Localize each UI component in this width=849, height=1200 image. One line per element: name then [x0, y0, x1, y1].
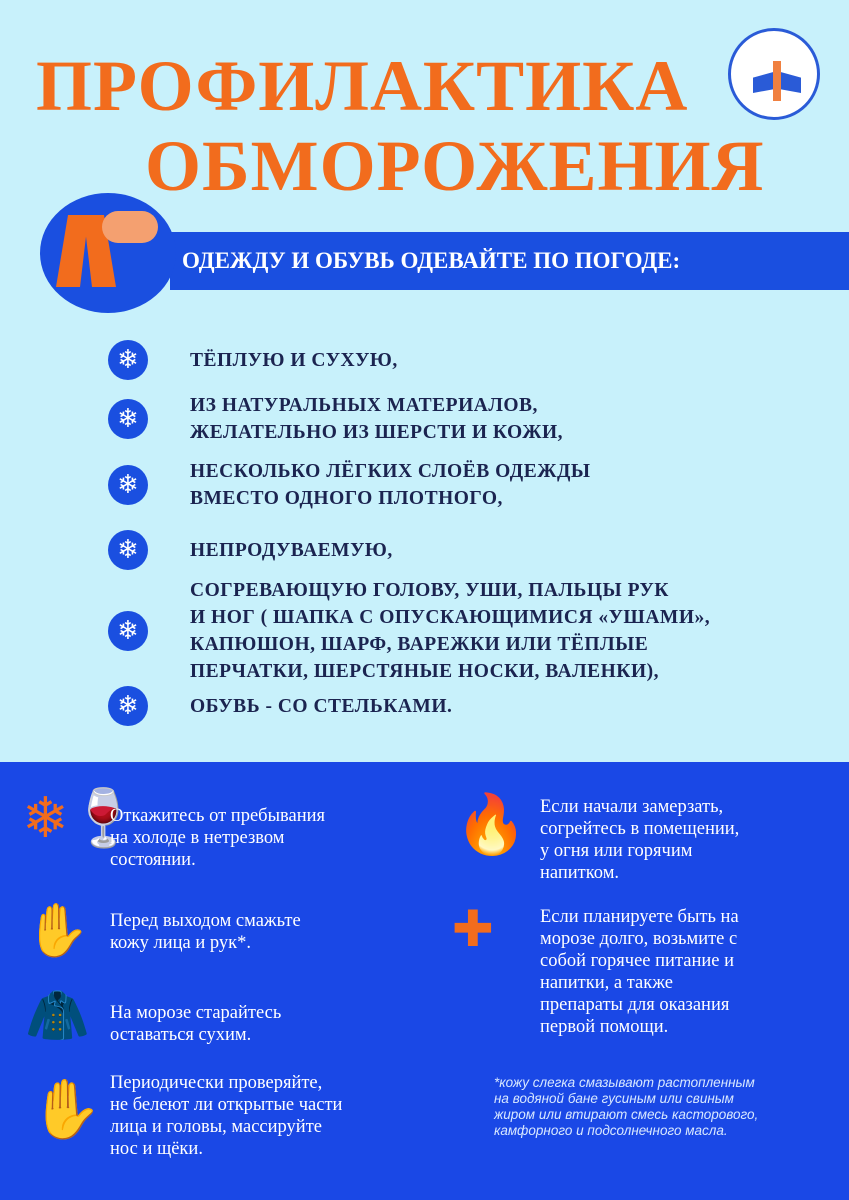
list-item: ❄ ТЁПЛУЮ И СУХУЮ, [108, 340, 848, 380]
tip-warm-up: Если начали замерзать, согрейтесь в помещении, у огня или горячим напитком. [540, 797, 740, 883]
logo [728, 28, 820, 120]
list-item: ❄ СОГРЕВАЮЩУЮ ГОЛОВУ, УШИ, ПАЛЬЦЫ РУК И НОГ ( ШАПКА С ОПУСКАЮЩИМИСЯ «УШАМИ», КАПЮШОН, ШАРФ, ВАРЕЖКИ ИЛИ ТЁПЛЫЕ ПЕРЧАТКИ, ШЕРСТЯНЫЕ НОСКИ, ВАЛЕНКИ), [108, 577, 848, 685]
list-item: ❄ ОБУВЬ - СО СТЕЛЬКАМИ. [108, 686, 848, 726]
list-item: ❄ НЕСКОЛЬКО ЛЁГКИХ СЛОЁВ ОДЕЖДЫ ВМЕСТО ОДНОГО ПЛОТНОГО, [108, 458, 848, 512]
coat-drop-icon: 🧥 [25, 986, 90, 1046]
tip-cream: Перед выходом смажьте кожу лица и рук*. [110, 911, 301, 953]
list-item: ❄ ИЗ НАТУРАЛЬНЫХ МАТЕРИАЛОВ, ЖЕЛАТЕЛЬНО ИЗ ШЕРСТИ И КОЖИ, [108, 392, 848, 446]
first-aid-person-icon: ✚ [452, 900, 494, 958]
snowflake-icon: ❄ [108, 399, 148, 439]
clothing-banner: ОДЕЖДУ И ОБУВЬ ОДЕВАЙТЕ ПО ПОГОДЕ: [170, 232, 849, 290]
snowflake-icon: ❄ [108, 530, 148, 570]
tip-hot-food: Если планируете быть на морозе долго, возьмите с собой горячее питание и напитки, а также препараты для оказания первой помощи. [540, 907, 739, 1037]
list-item: ❄ НЕПРОДУВАЕМУЮ, [108, 530, 848, 570]
snowflake-icon: ❄ [108, 686, 148, 726]
footnote: *кожу слегка смазывают растопленным на водяной бане гусиным или свиным жиром или втирают смесь касторового, камфорного и подсолнечного масла. [494, 1075, 759, 1138]
snowflake-icon: ❄ [108, 465, 148, 505]
tip-check-skin: Периодически проверяйте, не белеют ли открытые части лица и головы, массируйте нос и щёки. [110, 1073, 343, 1159]
title-line-2: ОБМОРОЖЕНИЯ [145, 126, 765, 206]
no-alcohol-icon: ❄🍷 [22, 786, 139, 851]
hand-icon: ✋ [30, 1075, 103, 1143]
title-line-1: ПРОФИЛАКТИКА [36, 46, 689, 126]
fire-icon: 🔥 [455, 790, 528, 858]
tip-stay-dry: На морозе старайтесь оставаться сухим. [110, 1003, 282, 1045]
tip-no-alcohol: Откажитесь от пребывания на холоде в нетрезвом состоянии. [110, 806, 326, 870]
clothing-weather-icon [40, 193, 176, 313]
hands-cream-icon: ✋ [25, 901, 90, 961]
snowflake-icon: ❄ [108, 340, 148, 380]
snowflake-icon: ❄ [108, 611, 148, 651]
